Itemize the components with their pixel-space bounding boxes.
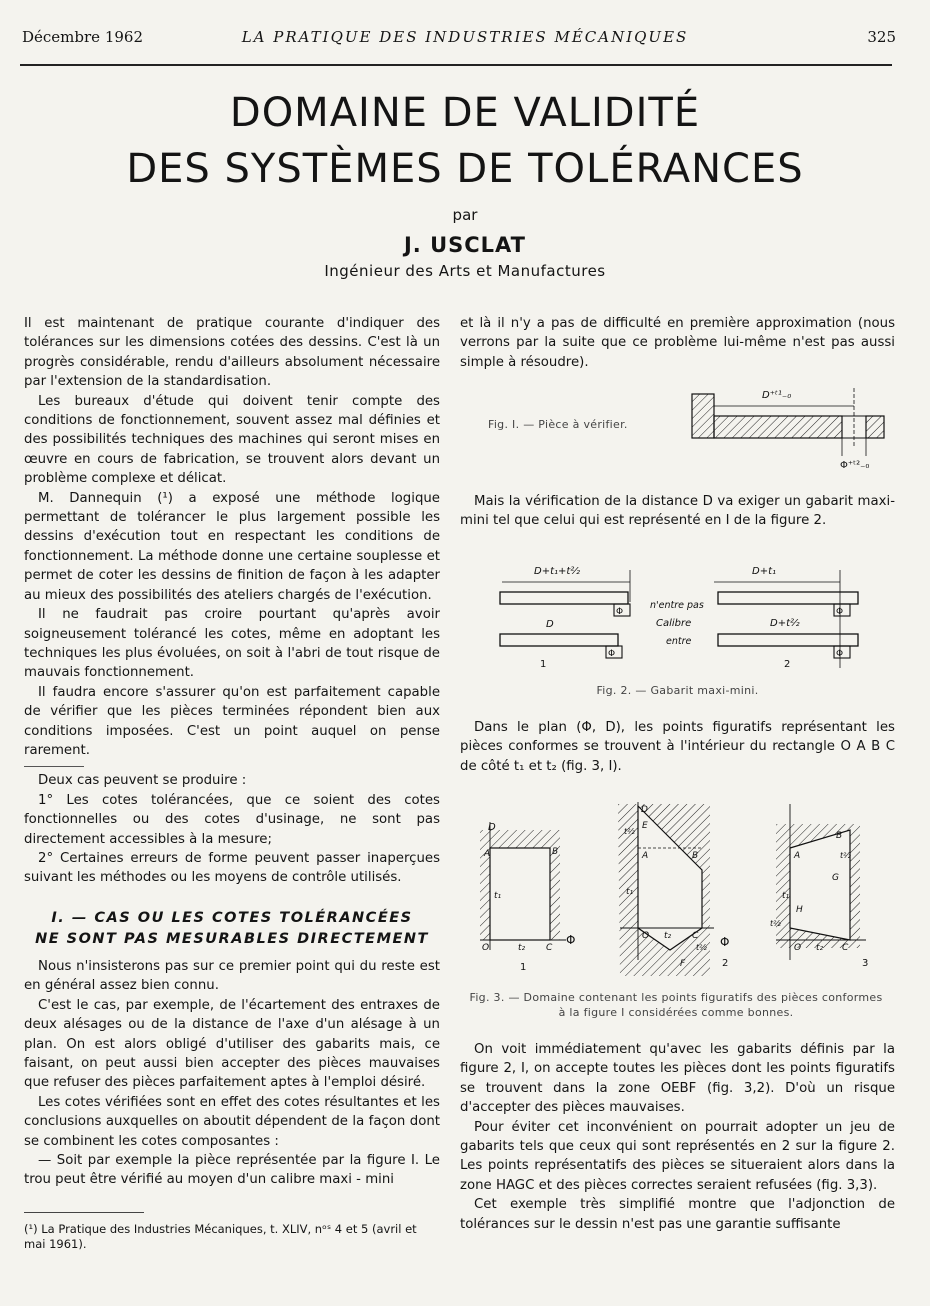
figure-2-caption: Fig. 2. — Gabarit maxi-mini. xyxy=(596,684,759,697)
paragraph: — Soit par exemple la pièce représentée par la figure I. Le trou peut être vérifié au moyen d'un calibre maxi - mini xyxy=(24,1153,440,1188)
running-header-journal: LA PRATIQUE DES INDUSTRIES MÉCANIQUES xyxy=(241,28,689,46)
right-column-paragraph xyxy=(460,718,895,776)
figure-1-drawing xyxy=(690,378,890,470)
figure-2-phi-top-2: Φ xyxy=(836,607,844,617)
author-name: J. USCLAT xyxy=(403,233,527,257)
paragraph: C'est le cas, par exemple, de l'écartement des entraxes de deux alésages ou de la distance de l'axe d'un alésage à un plan. On est alors obligé d'utiliser des gabarits mais, ce faisant, on peut aussi bien accepter des pièces mauvaises que refuser des pièces parfaitement aptes à l'emploi désiré. xyxy=(24,997,440,1091)
figure-3-panel-2 xyxy=(618,802,729,976)
figure-2-number-1: 1 xyxy=(540,659,547,670)
figure-3-caption xyxy=(456,990,896,1020)
paragraph: Il faudra encore s'assurer qu'on est parfaitement capable de vérifier que les pièces terminées répondent bien aux conditions imposées. C'est un point auquel on pense rarement. xyxy=(24,684,440,758)
figure-2-label-entre: entre xyxy=(666,636,692,647)
figure-3-1-c: C xyxy=(546,943,553,953)
figure-2-phi-top-1: Φ xyxy=(616,607,624,617)
paragraph: et là il n'y a pas de difficulté en première approximation (nous verrons par la suite que ce problème lui-même n'est pas aussi simple à résoudre). xyxy=(460,316,895,370)
author-affiliation: Ingénieur des Arts et Manufactures xyxy=(324,262,606,280)
figure-3-2-b: B xyxy=(692,851,699,861)
figure-3-2-axis-phi: Φ xyxy=(720,935,730,949)
left-column xyxy=(24,314,440,888)
figure-3-number-1: 1 xyxy=(520,962,527,973)
figure-3-3-h: H xyxy=(796,905,803,915)
figure-3-2-t2half: t²⁄₂ xyxy=(696,943,707,952)
section-heading xyxy=(24,908,440,950)
figure-2-label-calibre: Calibre xyxy=(656,618,692,629)
figure-2-label-dt1: D+t₁ xyxy=(752,566,777,577)
header-rule xyxy=(20,64,892,66)
paragraph: Cet exemple très simplifié montre que l'adjonction de tolérances sur le dessin n'est pas une garantie suffisante xyxy=(460,1197,895,1232)
figure-3-3-t2half: t²⁄₂ xyxy=(770,919,781,928)
figure-3-3-b: B xyxy=(836,831,843,841)
figure-3-2-f: F xyxy=(680,959,686,969)
figure-3-3-c: C xyxy=(842,943,849,953)
figure-3-2-d: D xyxy=(641,805,648,815)
paragraph: Mais la vérification de la distance D va exiger un gabarit maxi-mini tel que celui qui est représenté en I de la figure 2. xyxy=(460,494,895,529)
paragraph: Il ne faudrait pas croire pourtant qu'après avoir soigneusement tolérancé les cotes, même en adoptant les techniques les plus évoluées, on soit à l'abri de tout risque de mauvais fonctionnement. xyxy=(24,607,440,681)
article-title-line-2: DES SYSTÈMES DE TOLÉRANCES xyxy=(126,146,804,192)
figure-1-caption: Fig. I. — Pièce à vérifier. xyxy=(488,418,628,431)
figure-3-1-b: B xyxy=(552,847,559,857)
figure-1-label-phi: Φ⁺ᵗ²₋₀ xyxy=(840,460,870,470)
figure-3-2-a: A xyxy=(642,851,649,861)
paragraph: Deux cas peuvent se produire : xyxy=(38,773,247,789)
figure-3-3-g: G xyxy=(832,873,839,883)
figure-3-1-t1: t₁ xyxy=(494,891,502,901)
figure-3-2-t2: t₂ xyxy=(664,931,672,941)
figure-2-drawing xyxy=(494,560,878,672)
figure-3-2-t1: t₁ xyxy=(626,887,634,897)
left-column-section-1 xyxy=(24,957,440,1190)
figure-3-1-axis-d: D xyxy=(488,822,496,833)
right-column-paragraph xyxy=(460,314,895,372)
figure-2-label-nentre-pas: n'entre pas xyxy=(650,600,704,611)
figure-3-caption-line-2: à la figure I considérées comme bonnes. xyxy=(558,1006,794,1019)
paragraph: 2° Certaines erreurs de forme peuvent passer inaperçues suivant les méthodes ou les moyens de contrôle utilisés. xyxy=(24,850,440,886)
right-column-paragraph xyxy=(460,492,895,531)
figure-3-1-t2: t₂ xyxy=(518,943,526,953)
right-column-paragraphs xyxy=(460,1040,895,1234)
paragraph: M. Dannequin (¹) a exposé une méthode logique permettant de tolérancer le plus largement possible les dessins d'exécution tout en respectant les conditions de fonctionnement. La méthode donne une certaine souplesse et permet de coter les dessins de finition de façon à les adapter au mieux des possibilités des ateliers chargés de l'exécution. xyxy=(24,490,440,603)
figure-2-number-2: 2 xyxy=(784,659,791,670)
running-header-date: Décembre 1962 xyxy=(22,28,143,46)
section-heading-line-1: I. — CAS OU LES COTES TOLÉRANCÉES xyxy=(51,910,413,926)
figure-2-label-dt2: D+t²⁄₂ xyxy=(770,618,800,629)
figure-3-2-c: C xyxy=(692,931,699,941)
figure-2-label-d: D xyxy=(546,619,554,630)
figure-3-2-e: E xyxy=(642,821,648,831)
figure-3-drawing xyxy=(470,800,890,980)
page-number: 325 xyxy=(867,28,896,46)
figure-3-number-3: 3 xyxy=(862,958,869,969)
paragraph: Les bureaux d'étude qui doivent tenir compte des conditions de fonctionnement, souvent assez mal définies et des possibilités techniques des machines qui seront mises en œuvre en cours de fabrication, se trouvent alors devant un problème complexe et délicat. xyxy=(24,393,440,487)
figure-3-1-a: A xyxy=(484,849,491,859)
article-title-line-1: DOMAINE DE VALIDITÉ xyxy=(229,90,701,136)
figure-3-2-o: O xyxy=(642,931,650,941)
figure-2-phi-bottom-1: Φ xyxy=(608,649,616,659)
byline-par: par xyxy=(452,206,478,224)
paragraph: Il est maintenant de pratique courante d'indiquer des tolérances sur les dimensions cotées des dessins. C'est là un progrès considérable, rendu d'ailleurs absolument nécessaire par l'extension de la standardisation. xyxy=(24,316,440,390)
paragraph: Pour éviter cet inconvénient on pourrait adopter un jeu de gabarits tels que ceux qui sont représentés en 2 sur la figure 2. Les points représentatifs des pièces se situeraient alors dans la zone HAGC et des pièces correctes seraient refusées (fig. 3,3). xyxy=(460,1119,895,1193)
figure-2-phi-bottom-2: Φ xyxy=(836,649,844,659)
figure-1-label-d: D⁺ᵗ¹₋₀ xyxy=(762,390,792,401)
figure-2-label-dmax: D+t₁+t²⁄₂ xyxy=(534,566,580,577)
figure-3-caption-line-1: Fig. 3. — Domaine contenant les points figuratifs des pièces conformes xyxy=(469,991,883,1004)
figure-3-3-a: A xyxy=(794,851,801,861)
figure-3-panel-1 xyxy=(480,822,575,973)
figure-3-1-axis-phi: Φ xyxy=(566,933,576,947)
paragraph: Les cotes vérifiées sont en effet des cotes résultantes et les conclusions auxquelles on aboutit dépendent de la façon dont se combinent les cotes composantes : xyxy=(24,1094,440,1149)
figure-3-3-t2half-top: t²⁄₂ xyxy=(840,851,851,860)
figure-3-3-o: O xyxy=(794,943,802,953)
figure-3-3-t1: t₁ xyxy=(782,891,790,901)
footnote: (¹) La Pratique des Industries Mécaniques, t. XLIV, nᵒˢ 4 et 5 (avril et mai 1961). xyxy=(24,1222,417,1251)
figure-3-number-2: 2 xyxy=(722,958,729,969)
figure-3-3-t2: t₂ xyxy=(816,943,824,953)
figure-3-1-o: O xyxy=(482,943,490,953)
paragraph: Dans le plan (Φ, D), les points figuratifs représentant les pièces conformes se trouvent à l'intérieur du rectangle O A B C de côté t₁ et t₂ (fig. 3, I). xyxy=(460,720,895,774)
figure-3-2-t2half-top: t²⁄₂ xyxy=(624,827,635,836)
footnote-rule xyxy=(24,1212,144,1213)
paragraph: On voit immédiatement qu'avec les gabarits définis par la figure 2, I, on accepte toutes les pièces dont les points figuratifs se trouvent dans la zone OEBF (fig. 3,2). D'où un risque d'accepter des pièces mauvaises. xyxy=(460,1042,895,1116)
section-heading-line-2: NE SONT PAS MESURABLES DIRECTEMENT xyxy=(35,931,429,947)
figure-3-panel-3 xyxy=(770,804,868,969)
paragraph: 1° Les cotes tolérancées, que ce soient des cotes fonctionnelles ou des cotes d'usinage, ne sont pas directement accessibles à la mesure; xyxy=(24,792,440,847)
paragraph: Nous n'insisterons pas sur ce premier point qui du reste est en général assez bien connu. xyxy=(24,959,440,994)
